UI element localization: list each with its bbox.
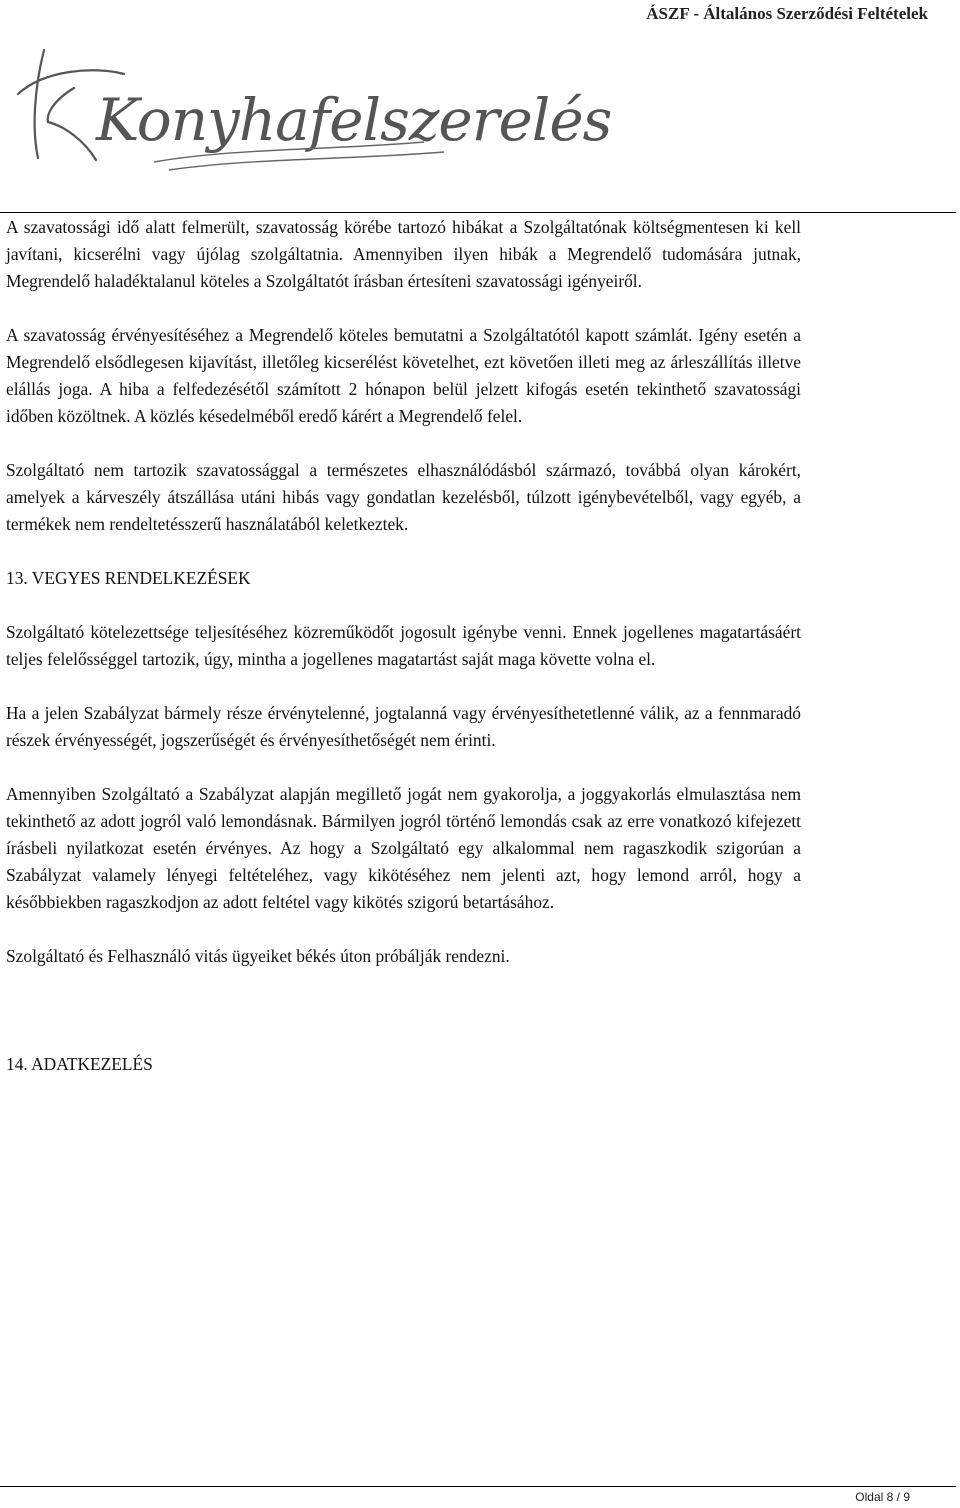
page-number: Oldal 8 / 9 bbox=[855, 1490, 910, 1504]
paragraph-subcontractor: Szolgáltató kötelezettsége teljesítéséhez közreműködőt jogosult igénybe venni. Ennek jogellenes magatartásáért teljes felelősséggel tartozik, úgy, mintha a jogellenes magatartást saját maga követte volna el. bbox=[6, 622, 801, 669]
paragraph-severability: Ha a jelen Szabályzat bármely része érvénytelenné, jogtalanná vagy érvényesíthetetlenné válik, az a fennmaradó részek érvényességét, jogszerűségét és érvényesíthetőségét nem érinti. bbox=[6, 703, 801, 750]
document-body bbox=[6, 214, 801, 1105]
paragraph-dispute: Szolgáltató és Felhasználó vitás ügyeiket békés úton próbálják rendezni. bbox=[6, 946, 510, 966]
section-13-heading: 13. VEGYES RENDELKEZÉSEK bbox=[6, 568, 251, 588]
paragraph-warranty-claim: A szavatosság érvényesítéséhez a Megrendelő köteles bemutatni a Szolgáltatótól kapott számlát. Igény esetén a Megrendelő elsődlegesen kijavítást, illetőleg kicserélést követelhet, ezt követően illeti meg az árleszállítás illetve elállás joga. A hiba a felfedezésétől számított 2 hónapon belül jelzett kifogás esetén tekinthető szavatossági időben közöltnek. A közlés késedelméből eredő kárért a Megrendelő felel. bbox=[6, 325, 801, 426]
paragraph-warranty-exclusions: Szolgáltató nem tartozik szavatossággal a természetes elhasználódásból származó, továbbá olyan károkért, amelyek a kárveszély átszállása utáni hibás vagy gondatlan kezelésből, túlzott igénybevételből, vagy egyéb, a termékek nem rendeltetésszerű használatából keletkeztek. bbox=[6, 460, 801, 534]
document-title: ÁSZF - Általános Szerződési Feltételek bbox=[646, 4, 928, 23]
footer-divider bbox=[0, 1486, 956, 1487]
header-divider bbox=[0, 212, 956, 213]
paragraph-warranty-repair: A szavatossági idő alatt felmerült, szavatosság körébe tartozó hibákat a Szolgáltatónak költségmentesen ki kell javítani, kicserélni vagy újólag szolgáltatnia. Amennyiben ilyen hibák a Megrendelő tudomására jutnak, Megrendelő haladéktalanul köteles a Szolgáltatót írásban értesíteni szavatossági igényeiről. bbox=[6, 217, 801, 291]
logo-text: Konyhafelszerelés bbox=[96, 86, 612, 154]
section-14-heading: 14. ADATKEZELÉS bbox=[6, 1054, 153, 1074]
paragraph-waiver: Amennyiben Szolgáltató a Szabályzat alapján megillető jogát nem gyakorolja, a joggyakorlás elmulasztása nem tekinthető az adott jogról való lemondásnak. Bármilyen jogról történő lemondás csak az erre vonatkozó kifejezett írásbeli nyilatkozat esetén érvényes. Az hogy a Szolgáltató egy alkalommal nem ragaszkodik szigorúan a Szabályzat valamely lényegi feltételéhez, vagy kikötéséhez nem jelenti azt, hogy lemond arról, hogy a későbbiekben ragaszkodjon az adott feltétel vagy kikötés szigorú betartásához. bbox=[6, 784, 801, 912]
brand-logo bbox=[4, 30, 612, 180]
